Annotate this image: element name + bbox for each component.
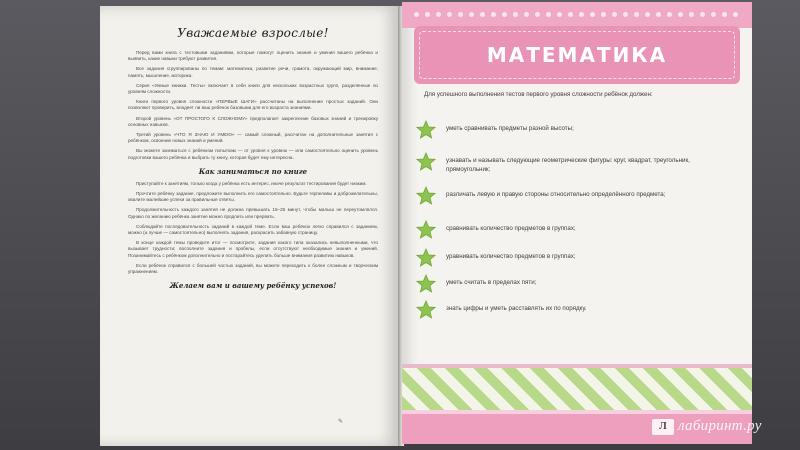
requirement-text: уравнивать количество предметов в группах; — [446, 253, 576, 260]
star-icon — [416, 274, 436, 294]
paragraph: Третий уровень «ЧТО Я ЗНАЮ И УМЕЮ» — самый сложный, рассчитан на дополнительные занятия с ребёнком, освоение новых знаний и умений. — [128, 132, 378, 144]
paragraph: Серия «Умные книжки. Тесты» включает в себя книги для нескольких возрастных групп, разделённые по уровням сложности. — [128, 82, 378, 95]
decor-dot — [722, 12, 727, 17]
decor-dot — [612, 12, 617, 17]
section-title: МАТЕМАТИКА — [486, 43, 668, 67]
decor-dot — [469, 12, 474, 17]
requirement-text: сравнивать количество предметов в группах; — [446, 225, 576, 232]
requirement-text: знать цифры и уметь расставлять их по порядку. — [446, 305, 587, 312]
decor-dot — [711, 12, 716, 17]
left-page — [100, 6, 400, 446]
decor-dot — [557, 12, 562, 17]
star-icon — [416, 186, 436, 206]
decor-dot — [568, 12, 573, 17]
star-icon — [416, 120, 436, 140]
paragraph: Продолжительность каждого занятия не должна превышать 15–25 минут, чтобы малыш не переутомлялся. Однако по желанию ребёнка занятие можно продлить или прервать. — [128, 207, 378, 219]
labirint-logo-icon: Л — [652, 419, 674, 435]
pink-bottom-edge — [402, 410, 752, 414]
decor-dot — [700, 12, 705, 17]
list-item — [416, 186, 736, 216]
dotted-top-border — [402, 2, 752, 28]
decor-dot — [656, 12, 661, 17]
decor-dot — [623, 12, 628, 17]
decor-dot — [634, 12, 639, 17]
requirement-text: узнавать и называть следующие геометрические фигуры: круг, квадрат, треугольник, прямоугольник; — [446, 157, 690, 173]
paragraph: Книги первого уровня сложности «ПЕРВЫЕ ШАГИ» рассчитаны на выполнение простых заданий. Они позволяют проверить, владеет ли ваш ребёнок базовыми для его возраста знаниями. — [128, 99, 378, 111]
right-page — [402, 2, 752, 444]
paragraph: Если ребёнок справился с большей частью заданий, вы можете переходить к более сложным и творческим упражнениям. — [128, 262, 378, 275]
decor-dot — [689, 12, 694, 17]
list-item — [416, 152, 736, 182]
star-icon — [416, 152, 436, 172]
requirement-text: уметь сравнивать предметы разной высоты; — [446, 125, 574, 132]
decor-dot — [535, 12, 540, 17]
decor-dot — [678, 12, 683, 17]
star-icon — [416, 220, 436, 240]
pen-mark-icon: ✎ — [338, 419, 344, 425]
howto-paragraphs — [128, 181, 378, 275]
decor-dot — [491, 12, 496, 17]
star-icon — [416, 300, 436, 320]
decor-dot — [524, 12, 529, 17]
paragraph: Вы можете заниматься с ребёнком попыткам — от уровня к уровню — или самостоятельно оценить уровень подготовки вашего ребёнка и выбрать ту книгу, которая будет ему интересна. — [128, 148, 378, 160]
decor-dot — [513, 12, 518, 17]
decor-dot — [601, 12, 606, 17]
requirement-text: различать левую и правую стороны относительно определённого предмета; — [446, 191, 666, 198]
list-item — [416, 220, 736, 250]
wishes-footer: Желаем вам и вашему ребёнку успехов! — [169, 281, 337, 291]
paragraph: Все задания сгруппированы по темам: математика, развитие речи, грамота, окружающий мир, внимание, память, мышление, моторика. — [128, 66, 378, 78]
star-icon — [416, 248, 436, 268]
title-banner-inner — [419, 31, 735, 79]
decor-dot — [667, 12, 672, 17]
paragraph: Перед вами книга с тестовыми заданиями, которые помогут оценить знания и умения вашего ребёнка и выявить, какие навыки требуют развития. — [128, 50, 378, 62]
paragraph: Прочтите ребёнку задание, предложите выполнить его самостоятельно. Будьте терпеливы и доброжелательны, хвалите малейшие успехи за правильные ответы. — [128, 191, 378, 203]
decor-dot — [502, 12, 507, 17]
decor-dot — [425, 12, 430, 17]
paragraph: Второй уровень «ОТ ПРОСТОГО К СЛОЖНОМУ» предполагает закрепление базовых знаний и тренировку основных навыков. — [128, 115, 378, 127]
dots-row — [414, 12, 738, 17]
title-banner — [414, 26, 740, 84]
list-item — [416, 300, 736, 330]
green-stripes-band — [402, 368, 752, 410]
requirements-intro: Для успешного выполнения тестов первого уровня сложности ребёнок должен: — [424, 91, 653, 98]
watermark-text: лабиринт.ру — [678, 418, 762, 434]
how-to-subheading: Как заниматься по книге — [198, 166, 308, 176]
decor-dot — [590, 12, 595, 17]
decor-dot — [436, 12, 441, 17]
decor-dot — [733, 12, 738, 17]
paragraph: В конце каждой темы проведите итог — посмотрите, задания какого типа оказались невыполненными, что вызывает трудности; восполните задания и пробелы, если отсутствуют необходимые знания и умений. Позанимайтесь с ребёнком дополнительно и постарайтесь уделить больше внимания развитию навыков. — [128, 240, 378, 258]
list-item — [416, 120, 736, 150]
decor-dot — [414, 12, 419, 17]
decor-dot — [645, 12, 650, 17]
decor-dot — [546, 12, 551, 17]
requirement-text: уметь считать в пределах пяти; — [446, 279, 537, 286]
paragraph: Приступайте к занятиям, только когда у ребёнка есть интерес, иначе результат тестирования будет низким. — [136, 180, 367, 186]
paragraph: Соблюдайте последовательность заданий в каждой теме. Если ваш ребёнок легко справился с заданием, можно (а лучше — самостоятельно) выполнять задания, раскрасить забавную страницу. — [128, 223, 378, 236]
left-page-title: Уважаемые взрослые! — [177, 26, 329, 40]
decor-dot — [447, 12, 452, 17]
decor-dot — [579, 12, 584, 17]
watermark — [652, 418, 762, 435]
intro-paragraphs — [128, 50, 378, 161]
decor-dot — [480, 12, 485, 17]
decor-dot — [458, 12, 463, 17]
